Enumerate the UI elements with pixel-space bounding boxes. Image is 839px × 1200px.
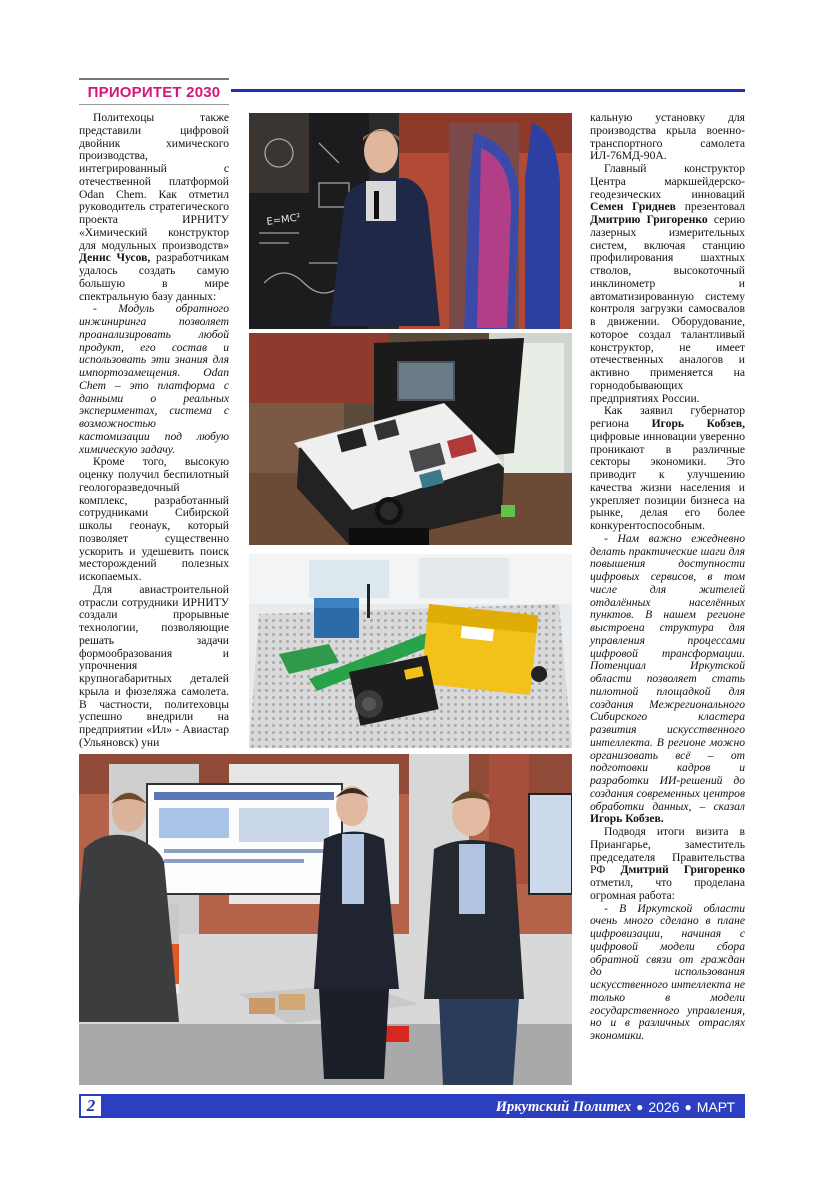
person-name: Дмитрий Григоренко xyxy=(620,863,745,877)
photo-sensor-devices xyxy=(249,554,572,748)
quote: - В Иркутской области очень много сделано в плане цифровизации, начиная с цифровой модели сбора обратной связи от граждан до использования искусственного интеллекта не только в модели государственного управления, но и в различных отраслях экономики. xyxy=(590,901,745,1042)
paragraph: Главный конструктор Центра маркшейдерско-геодезических инноваций Семен Гриднев презентовал Дмитрию Григоренко серию лазерных измерительных систем, включая станцию профилирования шахтных стволов, высокоточный инклинометр и автоматизированную систему контроля загрузки самосвалов в движении. Оборудование, которое создал талантливый конструктор, не имеет отечественных аналогов и активно применяется на горнодобывающих предприятиях России. xyxy=(590,162,746,405)
photo-laser-device xyxy=(249,333,572,545)
person-name: Денис Чусов, xyxy=(79,251,151,265)
article-column-right xyxy=(590,112,745,1043)
photo-speaker-presentation xyxy=(249,113,572,329)
bullet-icon: ● xyxy=(684,1099,692,1114)
paragraph: кальную установку для производства крыла военно-транспортного самолета ИЛ-76МД-90А. xyxy=(590,111,745,163)
article-column-left xyxy=(79,112,229,750)
quote: - Модуль обратного инжиниринга позволяет проанализировать любой продукт, его состав и использовать эти знания для импортозамещения. Odan Chem – это платформа с данными о реальных экспериментах, система с возможностью кастомизации под любую химическую задачу. xyxy=(79,302,229,456)
section-rubric: ПРИОРИТЕТ 2030 xyxy=(79,78,229,105)
person-name: Дмитрию Григоренко xyxy=(590,213,708,226)
person-name: Игорь Кобзев, xyxy=(651,417,746,430)
page-number: 2 xyxy=(79,1094,103,1118)
paragraph: Как заявил губернатор региона Игорь Кобзев, цифровые инновации уверенно проникают в различные секторы экономики. Это приводит к улучшению качества жизни населения и укрепляет позиции бизнеса на рынке, делая его более конкурентоспособным. xyxy=(590,404,746,532)
header-rule xyxy=(231,89,745,92)
svg-text:E=MC²: E=MC² xyxy=(265,212,302,228)
paragraph: Подводя итоги визита в Приангарье, заместитель председателя Правительства РФ Дмитрий Григоренко отметил, что проделана огромная работа: xyxy=(590,825,745,902)
paragraph: Кроме того, высокую оценку получил беспилотный геологоразведочный комплекс, разработанный сотрудниками Сибирской школы геонаук, который позволяет существенно ускорить и удешевить поиск месторождений полезных ископаемых. xyxy=(79,455,229,583)
issue-year: 2026 xyxy=(648,1099,680,1115)
publication-name: Иркутский Политех xyxy=(495,1098,632,1115)
person-name: Игорь Кобзев. xyxy=(590,812,664,826)
issue-month: МАРТ xyxy=(696,1099,735,1115)
paragraph: Для авиастроительной отрасли сотрудники ИРНИТУ создали прорывные технологии, позволяющие решать задачи формообразования и упрочнения крупногабаритных деталей крыла и фюзеляжа самолета. В частности, политеховцы успешно внедрили на предприятии «Ил» - Авиастар (Ульяновск) уни xyxy=(79,582,229,749)
photo-group-visit xyxy=(79,754,572,1085)
paragraph: Политехоцы также представили цифровой двойник химического производства, интегрированный с отечественной платформой Odan Chem. Как отметил руководитель стратегического проекта ИРНИТУ «Химический конструктор для модульных производств» Денис Чусов, разработчикам удалось создать самую большую в мире спектральную базу данных: xyxy=(79,111,230,303)
bullet-icon: ● xyxy=(636,1099,644,1114)
quote: - Нам важно ежедневно делать практические шаги для повышения доступности цифровых сервисов, в том числе для жителей отдалённых населённых пунктов. В нашем регионе выстроена структура для управления процессами цифровой трансформации. Потенциал Иркутской области позволяет стать пилотной площадкой для создания Межрегионального Сибирского кластера развития искусственного интеллекта. В регионе можно организовать всё – от подготовки кадров и разработки ИИ-решений до создания современных центров обработки данных, – сказал Игорь Кобзев. xyxy=(590,531,745,826)
footer-publication xyxy=(496,1097,735,1117)
person-name: Семен Гриднев xyxy=(590,200,676,214)
